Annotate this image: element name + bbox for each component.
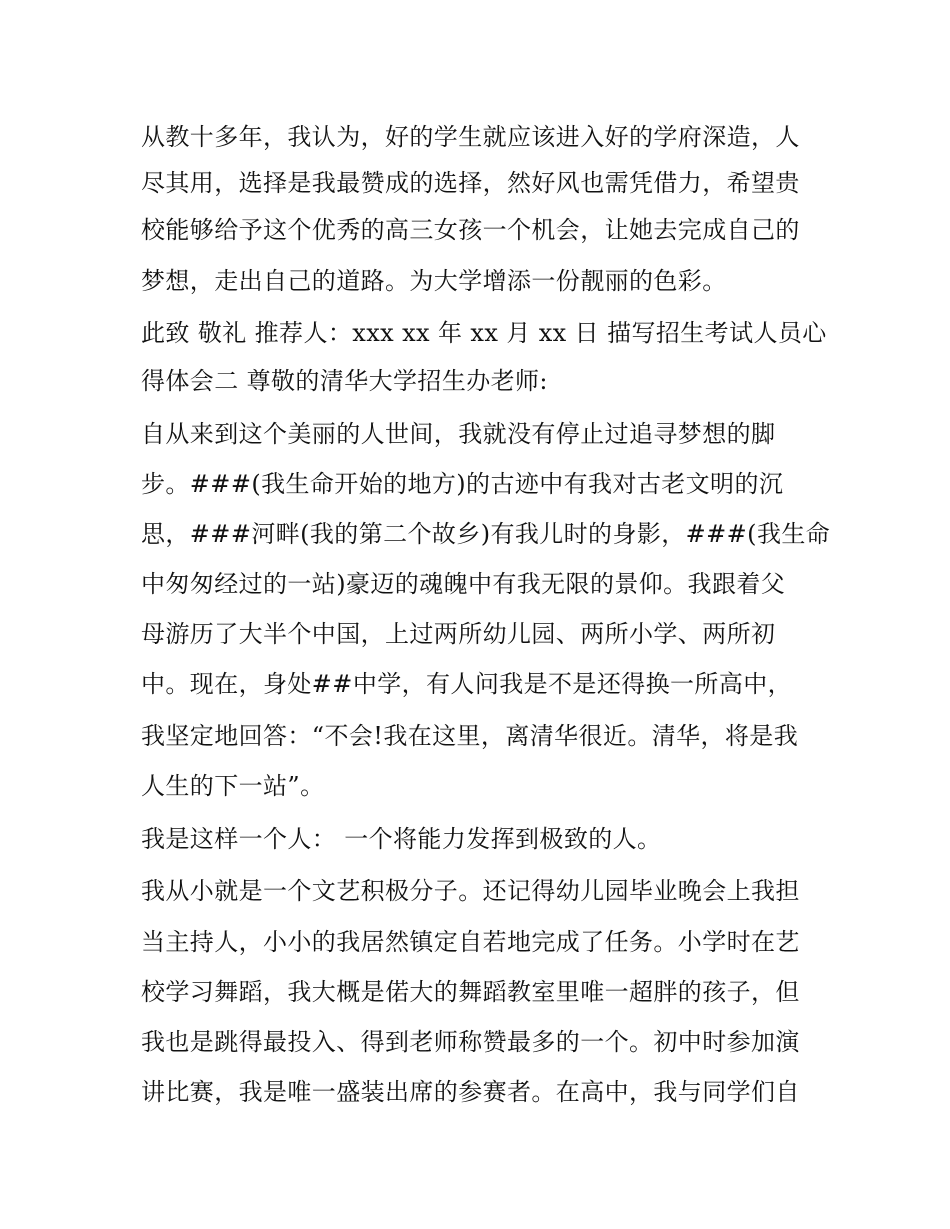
text-line: 当主持人，小小的我居然镇定自若地完成了任务。小学时在艺 <box>141 928 800 956</box>
text-line: 母游历了大半个中国，上过两所幼儿园、两所小学、两所初 <box>141 620 776 648</box>
text-line: 我坚定地回答：“不会!我在这里，离清华很近。清华，将是我 <box>141 722 799 750</box>
text-line: 步。###(我生命开始的地方)的古迹中有我对古老文明的沉 <box>141 470 784 498</box>
text-line: 校能够给予这个优秀的高三女孩一个机会，让她去完成自己的 <box>141 216 800 244</box>
text-line: 中匆匆经过的一站)豪迈的魂魄中有我无限的景仰。我跟着父 <box>141 570 786 598</box>
text-line: 此致 敬礼 推荐人：xxx xx 年 xx 月 xx 日 描写招生考试人员心 <box>141 319 827 347</box>
text-line: 人生的下一站”。 <box>141 772 325 800</box>
text-line: 校学习舞蹈，我大概是偌大的舞蹈教室里唯一超胖的孩子，但 <box>141 978 800 1006</box>
text-line: 尽其用，选择是我最赞成的选择，然好风也需凭借力，希望贵 <box>141 169 800 197</box>
text-line: 思，###河畔(我的第二个故乡)有我儿时的身影，###(我生命 <box>141 520 831 548</box>
text-line: 自从来到这个美丽的人世间，我就没有停止过追寻梦想的脚 <box>141 420 776 448</box>
text-line: 从教十多年，我认为，好的学生就应该进入好的学府深造，人 <box>141 123 800 151</box>
text-line: 讲比赛，我是唯一盛装出席的参赛者。在高中，我与同学们自 <box>141 1078 800 1106</box>
text-line: 我从小就是一个文艺积极分子。还记得幼儿园毕业晚会上我担 <box>141 877 800 905</box>
text-line: 我是这样一个人： 一个将能力发挥到极致的人。 <box>141 825 662 853</box>
text-line: 中。现在，身处##中学，有人问我是不是还得换一所高中， <box>141 670 793 698</box>
text-line: 得体会二 尊敬的清华大学招生办老师: <box>141 367 548 395</box>
text-line: 我也是跳得最投入、得到老师称赞最多的一个。初中时参加演 <box>141 1028 800 1056</box>
text-line: 梦想，走出自己的道路。为大学增添一份靓丽的色彩。 <box>141 267 727 295</box>
